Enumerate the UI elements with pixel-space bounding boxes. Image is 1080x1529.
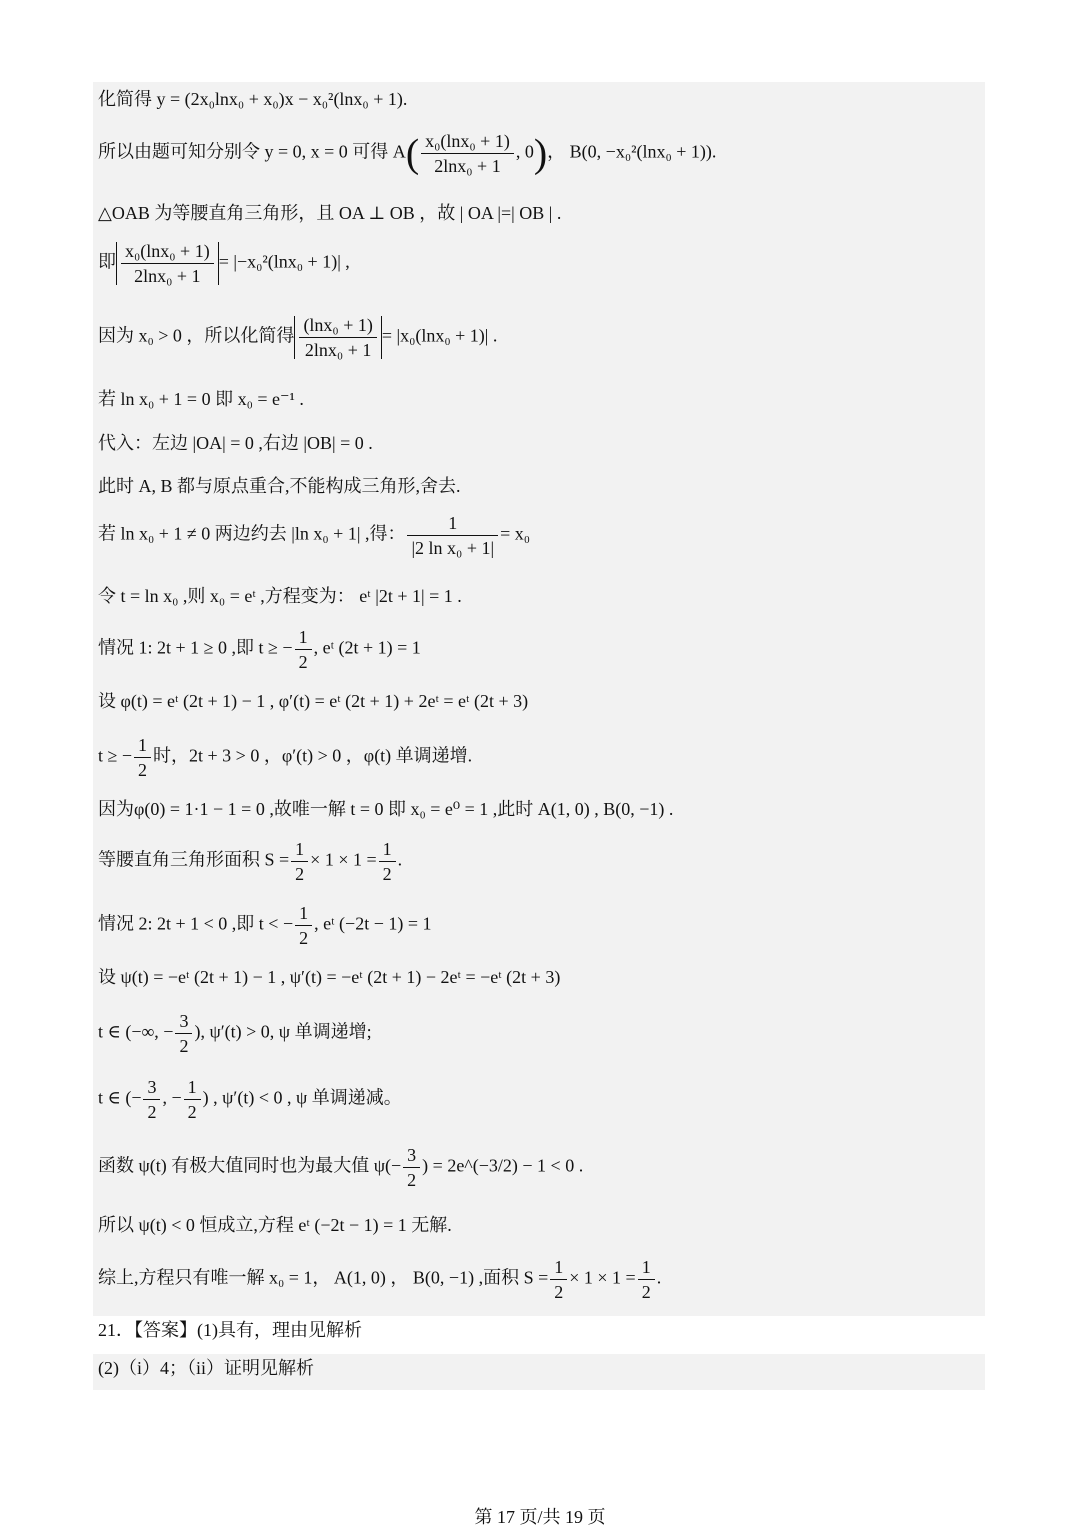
line-reject: 此时 A, B 都与原点重合,不能构成三角形,舍去.: [98, 476, 461, 496]
line-phi-def: 设 φ(t) = eᵗ (2t + 1) − 1 , φ′(t) = eᵗ (2t + 1) + 2eᵗ = eᵗ (2t + 3): [98, 691, 529, 711]
line-psi-decrease: t ∈ (− $\frac{3}{2}$ , − $\frac{1}{2}$ ) , ψ′(t) < 0 , ψ 单调递减。: [98, 1077, 402, 1122]
line-case-1: 情况 1: 2t + 1 ≥ 0 ,即 t ≥ − $\frac{1}{2}$ , eᵗ (2t + 1) = 1: [98, 627, 421, 672]
line-psi-def: 设 ψ(t) = −eᵗ (2t + 1) − 1 , ψ′(t) = −eᵗ (2t + 1) − 2eᵗ = −eᵗ (2t + 3): [98, 967, 561, 987]
line-equation-2: 因为 x₀ > 0 ，所以化简得 $\frac{\text{(lnx₀ + 1)}}{\text{2lnx₀ + 1}}$ = |x₀(lnx₀ + 1)| .: [98, 315, 498, 360]
line-points-ab: 所以由题可知分别令 y = 0, x = 0 可得 A( $\frac{\text{x₀(lnx₀ + 1)}}{\text{2lnx₀ + 1}}$ , 0)， B(0, −x₀²(lnx₀ + 1)).: [98, 130, 717, 176]
answer-21-part1: 21．【答案】(1)具有，理由见解析: [98, 1320, 362, 1340]
page-footer: 第 17 页/共 19 页: [474, 1507, 606, 1527]
line-case-zero: 若 ln x₀ + 1 = 0 即 x₀ = e⁻¹ .: [98, 389, 304, 409]
line-substitute: 代入：左边 |OA| = 0 ,右边 |OB| = 0 .: [98, 433, 373, 453]
line-simplify: 化简得 y = (2x₀lnx₀ + x₀)x − x₀²(lnx₀ + 1).: [98, 89, 408, 109]
line-conclusion: 综上,方程只有唯一解 x₀ = 1， A(1, 0) ， B(0, −1) ,面积 S = $\frac{1}{2}$ × 1 × 1 = $\frac{1}{2}$ .: [98, 1257, 662, 1302]
line-case-nonzero: 若 ln x₀ + 1 ≠ 0 两边约去 |ln x₀ + 1| ,得： $\frac{1}{\text{|2 ln x₀ + 1|}}$ = x₀: [98, 513, 531, 558]
line-isosceles: △OAB 为等腰直角三角形，且 OA ⊥ OB ，故 | OA |=| OB | .: [98, 203, 562, 223]
line-substitution-t: 令 t = ln x₀ ,则 x₀ = eᵗ ,方程变为： eᵗ |2t + 1| = 1 .: [98, 586, 462, 606]
line-phi-monotone: t ≥ − $\frac{1}{2}$ 时，2t + 3 > 0 ，φ′(t) > 0 ，φ(t) 单调递增.: [98, 735, 473, 780]
line-psi-max: 函数 ψ(t) 有极大值同时也为最大值 ψ(− $\frac{3}{2}$ ) = 2e^(−3/2) − 1 < 0 .: [98, 1145, 584, 1190]
line-case-2: 情况 2: 2t + 1 < 0 ,即 t < − $\frac{1}{2}$ , eᵗ (−2t − 1) = 1: [98, 903, 432, 948]
line-area-1: 等腰直角三角形面积 S = $\frac{1}{2}$ × 1 × 1 = $\frac{1}{2}$ .: [98, 839, 403, 884]
answer-21-part2: (2)（i）4；（ii）证明见解析: [98, 1358, 314, 1378]
line-psi-increase: t ∈ (−∞, − $\frac{3}{2}$ ), ψ′(t) > 0, ψ 单调递增;: [98, 1011, 372, 1056]
line-equation-1: 即 $\frac{\text{x₀(lnx₀ + 1)}}{\text{2lnx₀ + 1}}$ = |−x₀²(lnx₀ + 1)| ,: [98, 241, 350, 286]
line-no-solution: 所以 ψ(t) < 0 恒成立,方程 eᵗ (−2t − 1) = 1 无解.: [98, 1215, 452, 1235]
line-unique-solution: 因为φ(0) = 1·1 − 1 = 0 ,故唯一解 t = 0 即 x₀ = e⁰ = 1 ,此时 A(1, 0) , B(0, −1) .: [98, 799, 674, 819]
